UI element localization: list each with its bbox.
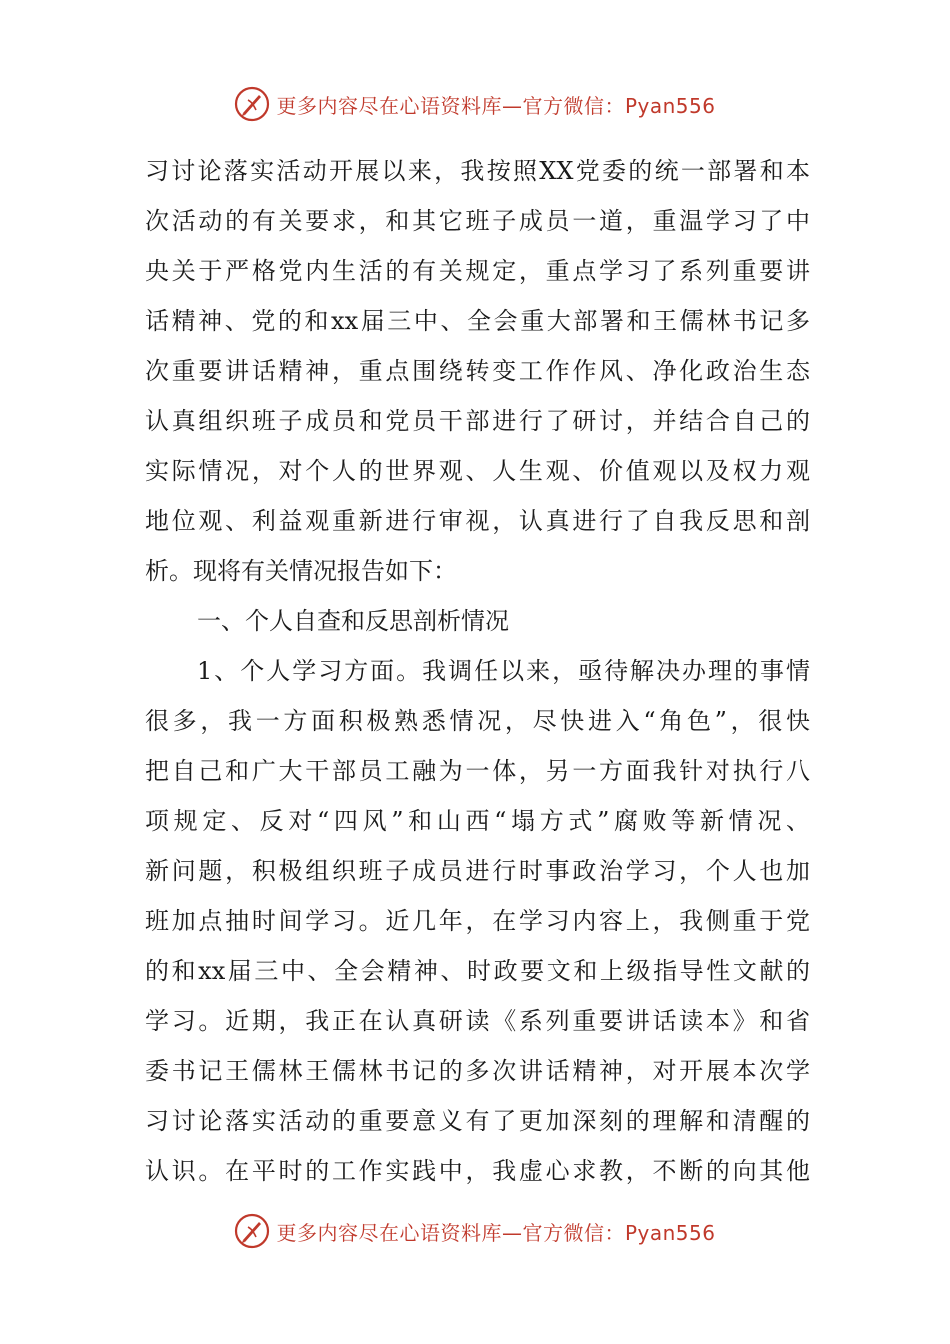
body-line: 新问题，积极组织班子成员进行时事政治学习，个人也加 [145, 857, 810, 885]
document-body [145, 146, 810, 1196]
watermark-text: 更多内容尽在心语资料库—官方微信：Pyan556 [276, 1220, 716, 1245]
body-line: 认识。在平时的工作实践中，我虚心求教，不断的向其他 [145, 1157, 810, 1185]
body-line: 项规定、反对“四风”和山西“塌方式”腐败等新情况、 [145, 807, 810, 835]
watermark-text: 更多内容尽在心语资料库—官方微信：Pyan556 [276, 93, 716, 118]
body-line: 话精神、党的和xx届三中、全会重大部署和王儒林书记多 [145, 307, 810, 335]
body-line: 把自己和广大干部员工融为一体，另一方面我针对执行八 [145, 757, 810, 785]
body-line: 习讨论落实活动的重要意义有了更加深刻的理解和清醒的 [145, 1107, 810, 1135]
body-line: 析。现将有关情况报告如下： [145, 557, 457, 585]
body-line: 很多，我一方面积极熟悉情况，尽快进入“角色”，很快 [145, 707, 810, 735]
body-line: 次活动的有关要求，和其它班子成员一道，重温学习了中 [145, 207, 810, 235]
watermark-banner-top [0, 84, 950, 124]
body-line: 班加点抽时间学习。近几年，在学习内容上，我侧重于党 [145, 907, 810, 935]
body-line: 次重要讲话精神，重点围绕转变工作作风、净化政治生态 [145, 357, 810, 385]
quill-logo-icon [234, 86, 270, 122]
body-line: 的和xx届三中、全会精神、时政要文和上级指导性文献的 [145, 957, 810, 985]
body-line: 认真组织班子成员和党员干部进行了研讨，并结合自己的 [145, 407, 810, 435]
body-line: 委书记王儒林王儒林书记的多次讲话精神，对开展本次学 [145, 1057, 810, 1085]
body-line: 地位观、利益观重新进行审视，认真进行了自我反思和剖 [145, 507, 810, 535]
section-heading: 一、个人自查和反思剖析情况 [197, 607, 509, 635]
quill-logo-icon [234, 1213, 270, 1249]
body-line: 习讨论落实活动开展以来，我按照XX党委的统一部署和本 [145, 157, 810, 185]
watermark-banner-bottom [0, 1211, 950, 1251]
body-line: 央关于严格党内生活的有关规定，重点学习了系列重要讲 [145, 257, 810, 285]
body-line: 学习。近期，我正在认真研读《系列重要讲话读本》和省 [145, 1007, 810, 1035]
body-line: 实际情况，对个人的世界观、人生观、价值观以及权力观 [145, 457, 810, 485]
body-line: 1、个人学习方面。我调任以来，亟待解决办理的事情 [197, 657, 810, 685]
